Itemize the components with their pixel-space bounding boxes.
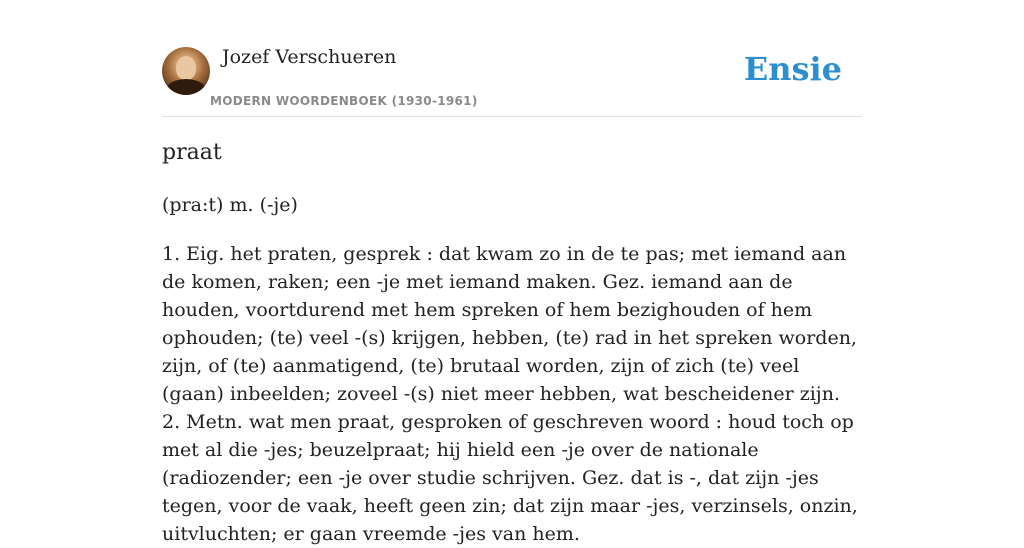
author-avatar[interactable] <box>162 47 210 95</box>
entry-word: praat <box>162 140 222 165</box>
header <box>162 0 862 117</box>
definition-2: 2. Metn. wat men praat, gesproken of geschreven woord : houd toch op met al die -jes; beuzelpraat; hij hield een -je over de nationale (radiozender; een -je over studie schrijven. Gez. dat is -, dat zijn -jes tegen, voor de vaak, heeft geen zin; dat zijn maar -jes, verzinsels, onzin, uitvluchten; er gaan vreemde -jes van hem. <box>162 411 858 545</box>
avatar-face <box>176 56 196 80</box>
source-label[interactable]: MODERN WOORDENBOEK (1930-1961) <box>210 94 478 108</box>
definition-1: 1. Eig. het praten, gesprek : dat kwam zo in de te pas; met iemand aan de komen, raken; een -je met iemand maken. Gez. iemand aan de houden, voortdurend met hem spreken of hem bezighouden of hem ophouden; (te) veel -(s) krijgen, hebben, (te) rad in het spreken worden, zijn, of (te) aanmatigend, (te) brutaal worden, zijn of zich (te) veel (gaan) inbeelden; zoveel -(s) niet meer hebben, wat bescheidener zijn. <box>162 243 857 405</box>
entry-pronunciation: (pra:t) m. (-je) <box>162 194 298 216</box>
page-container <box>162 0 862 545</box>
entry-definitions <box>162 240 864 548</box>
ensie-logo[interactable]: Ensie <box>743 50 842 88</box>
avatar-coat <box>166 79 206 95</box>
author-name[interactable]: Jozef Verschueren <box>222 46 397 68</box>
